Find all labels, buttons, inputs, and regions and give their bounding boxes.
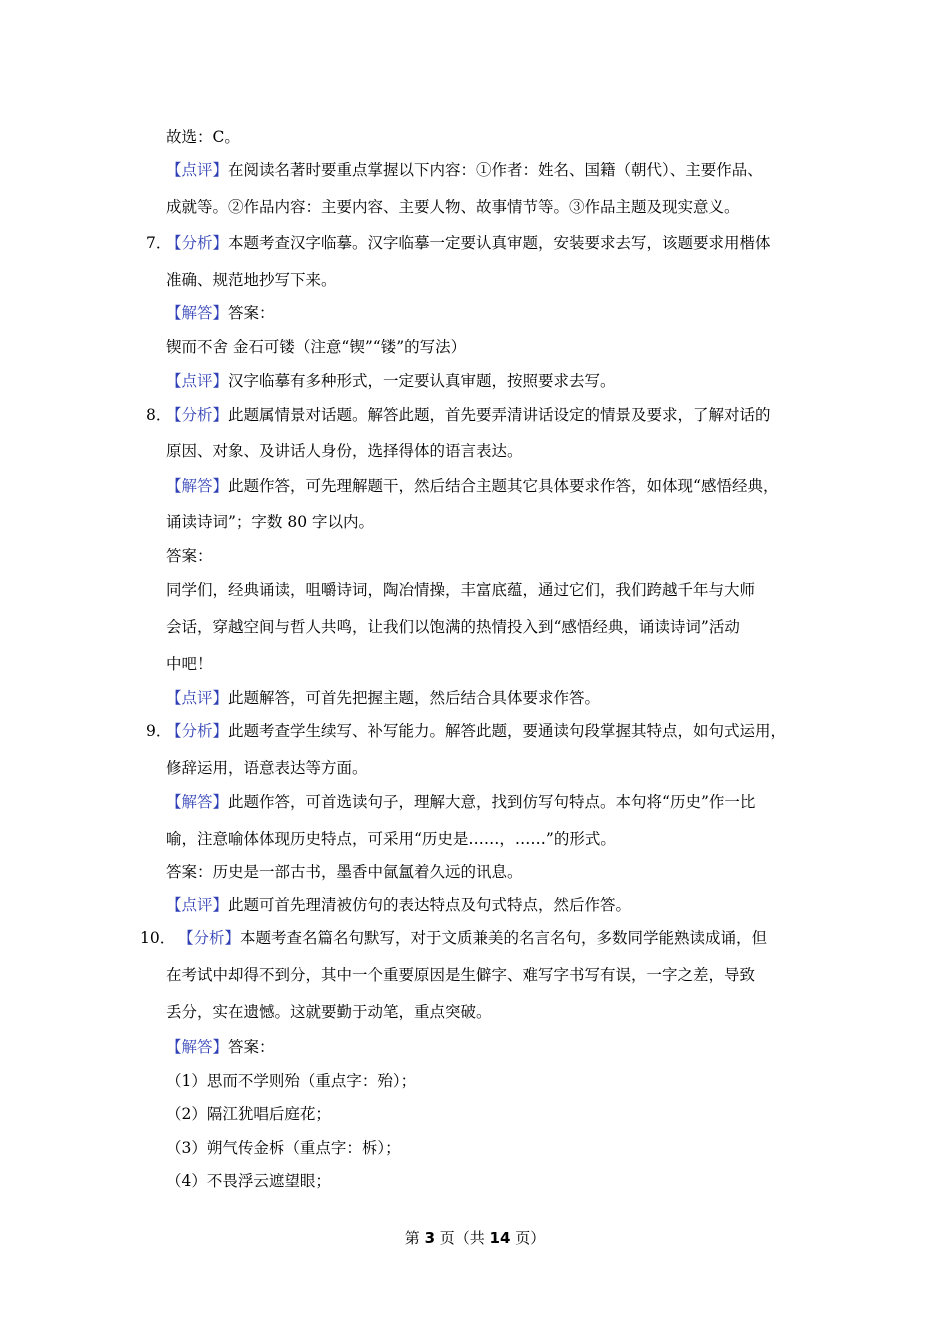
q9-answer (166, 787, 826, 817)
page-footer: 第 3 页（共 14 页） (404, 1229, 546, 1247)
review-tag: 【点评】 (166, 896, 229, 914)
review-tag: 【点评】 (166, 689, 229, 707)
analysis-text: 此题属情景对话题。解答此题，首先要弄清讲话设定的情景及要求，了解对话的 (228, 406, 771, 424)
q7-answer-text: 锲而不舍 金石可镂（注意“锲”“镂”的写法） (166, 338, 467, 356)
q7-analysis (166, 228, 826, 258)
answer-tag: 【解答】 (166, 477, 229, 495)
q8-answer-2: 诵读诗词”；字数 80 字以内。 (166, 513, 375, 531)
answer-tag: 【解答】 (166, 793, 229, 811)
q7-analysis-2: 准确、规范地抄写下来。 (166, 271, 337, 289)
answer-text: 此题作答，可首选读句子，理解大意，找到仿写句特点。本句将“历史”作一比 (228, 793, 756, 811)
analysis-text: 本题考查名篇名句默写，对于文质兼美的名言名句，多数同学能熟读成诵，但 (240, 929, 768, 947)
review-text: 此题可首先理清被仿句的表达特点及句式特点，然后作答。 (228, 896, 632, 914)
list-item: （3）朔气传金柝（重点字：柝）； (166, 1139, 401, 1157)
review-text: 此题解答，可首先把握主题，然后结合具体要求作答。 (228, 689, 601, 707)
list-item: （1）思而不学则殆（重点字：殆）； (166, 1072, 417, 1090)
result-line: 故选：C。 (166, 128, 240, 146)
q9-answer-text: 答案：历史是一部古书，墨香中氤氲着久远的讯息。 (166, 863, 523, 881)
review-text: 在阅读名著时要重点掌握以下内容：①作者：姓名、国籍（朝代）、主要作品、 (228, 161, 763, 179)
q7-answer (166, 298, 826, 328)
question-number-9: 9． (146, 722, 172, 740)
page-number: 3 (424, 1229, 435, 1247)
question-number-8: 8． (146, 406, 172, 424)
review-text: 汉字临摹有多种形式，一定要认真审题，按照要求去写。 (228, 372, 616, 390)
q10-analysis-3: 丢分，实在遗憾。这就要勤于动笔，重点突破。 (166, 1003, 492, 1021)
q10-analysis (178, 923, 826, 953)
answer-text: 此题作答，可先理解题干，然后结合主题其它具体要求作答，如体现“感悟经典， (228, 477, 779, 495)
analysis-text: 此题考查学生续写、补写能力。解答此题，要通读句段掌握其特点，如句式运用， (228, 722, 787, 740)
list-item: （2）隔江犹唱后庭花； (166, 1105, 331, 1123)
review-line-2: 成就等。②作品内容：主要内容、主要人物、故事情节等。③作品主题及现实意义。 (166, 198, 740, 216)
question-number-10: 10． (140, 929, 176, 947)
q7-review (166, 366, 826, 396)
review-tag: 【点评】 (166, 161, 229, 179)
q8-answer-label: 答案： (166, 547, 213, 565)
q9-analysis (166, 716, 826, 746)
q10-analysis-2: 在考试中却得不到分，其中一个重要原因是生僻字、难写字书写有误，一字之差，导致 (166, 966, 756, 984)
q10-answer (166, 1032, 826, 1062)
q8-answer-text-1: 同学们，经典诵读，咀嚼诗词，陶冶情操，丰富底蕴，通过它们，我们跨越千年与大师 (166, 581, 756, 599)
page-total: 14 (489, 1229, 511, 1247)
q8-answer (166, 471, 826, 501)
review-tag: 【点评】 (166, 372, 229, 390)
q8-answer-text-2: 会话，穿越空间与哲人共鸣，让我们以饱满的热情投入到“感悟经典，诵读诗词”活动 (166, 618, 740, 636)
question-number-7: 7． (146, 234, 172, 252)
answer-label: 答案： (228, 304, 275, 322)
answer-label: 答案： (228, 1038, 275, 1056)
analysis-tag: 【分析】 (178, 929, 241, 947)
list-item: （4）不畏浮云遮望眼； (166, 1172, 331, 1190)
q9-analysis-2: 修辞运用，语意表达等方面。 (166, 759, 368, 777)
answer-tag: 【解答】 (166, 304, 229, 322)
q8-answer-text-3: 中吧！ (166, 655, 213, 673)
analysis-tag: 【分析】 (166, 234, 229, 252)
q9-review (166, 890, 826, 920)
q8-review (166, 683, 826, 713)
analysis-tag: 【分析】 (166, 406, 229, 424)
review-line (166, 155, 826, 185)
q9-answer-2: 喻，注意喻体体现历史特点，可采用“历史是……，……”的形式。 (166, 830, 616, 848)
q8-analysis-2: 原因、对象、及讲话人身份，选择得体的语言表达。 (166, 442, 523, 460)
analysis-text: 本题考查汉字临摹。汉字临摹一定要认真审题，安装要求去写，该题要求用楷体 (228, 234, 771, 252)
answer-tag: 【解答】 (166, 1038, 229, 1056)
q8-analysis (166, 400, 826, 430)
analysis-tag: 【分析】 (166, 722, 229, 740)
